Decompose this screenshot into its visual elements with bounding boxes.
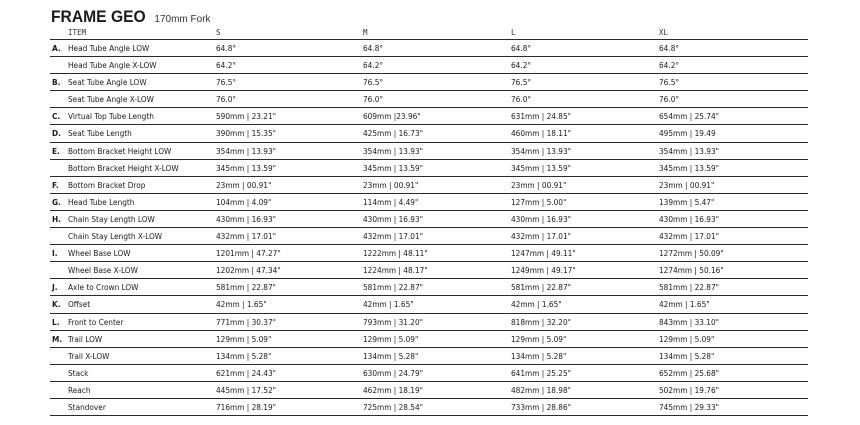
- value-size-m: 345mm | 13.59": [363, 162, 424, 173]
- value-size-xl: 652mm | 25.68": [659, 367, 720, 378]
- value-size-m: 64.8°: [363, 43, 384, 53]
- value-size-xl: 354mm | 13.93": [659, 145, 720, 156]
- table-row: [50, 143, 808, 160]
- row-letter: J.: [52, 282, 58, 293]
- row-item-name: Front to Center: [68, 316, 124, 327]
- table-row: [50, 348, 808, 365]
- row-item-name: Offset: [68, 299, 91, 310]
- value-size-m: 354mm | 13.93": [363, 145, 424, 156]
- value-size-l: 64.2°: [511, 60, 532, 71]
- value-size-s: 590mm | 23.21": [216, 111, 277, 122]
- value-size-xl: 42mm | 1.65": [659, 299, 710, 310]
- table-row: [50, 279, 808, 296]
- value-size-m: 793mm | 31.20": [363, 316, 424, 327]
- row-item-name: Trail X-LOW: [68, 350, 110, 361]
- row-item-name: Seat Tube Length: [68, 128, 132, 139]
- value-size-l: 432mm | 17.01": [511, 231, 572, 242]
- value-size-l: 1249mm | 49.17": [511, 265, 576, 276]
- geometry-table: [50, 26, 808, 416]
- row-letter: K.: [52, 299, 61, 310]
- table-row: [50, 296, 808, 313]
- value-size-m: 430mm | 16.93": [363, 213, 424, 224]
- table-row: [50, 365, 808, 382]
- header-size-xl: XL: [659, 28, 669, 37]
- row-item-name: Bottom Bracket Drop: [68, 179, 146, 190]
- value-size-xl: 1274mm | 50.16": [659, 265, 724, 276]
- value-size-m: 1224mm | 48.17": [363, 265, 428, 276]
- value-size-xl: 1272mm | 50.09": [659, 248, 724, 259]
- row-item-name: Wheel Base LOW: [68, 248, 131, 259]
- row-item-name: Bottom Bracket Height X-LOW: [68, 162, 179, 173]
- row-letter: C.: [52, 111, 61, 122]
- value-size-xl: 129mm | 5.09": [659, 333, 715, 344]
- row-item-name: Reach: [68, 384, 91, 395]
- value-size-s: 1202mm | 47.34": [216, 265, 281, 276]
- row-item-name: Head Tube Length: [68, 196, 135, 207]
- value-size-s: 134mm | 5.28": [216, 350, 272, 361]
- table-row: [50, 108, 808, 125]
- header-size-l: L: [511, 28, 516, 37]
- value-size-l: 818mm | 32.20": [511, 316, 572, 327]
- table-row: [50, 91, 808, 108]
- row-letter: M.: [52, 333, 63, 344]
- value-size-l: 129mm | 5.09": [511, 333, 567, 344]
- value-size-s: 129mm | 5.09": [216, 333, 272, 344]
- value-size-s: 771mm | 30.37": [216, 316, 277, 327]
- table-row: [50, 74, 808, 91]
- row-item-name: Standover: [68, 401, 106, 412]
- value-size-l: 581mm | 22.87": [511, 282, 572, 293]
- row-letter: H.: [52, 213, 61, 224]
- value-size-l: 76.0°: [511, 94, 532, 105]
- value-size-s: 581mm | 22.87": [216, 282, 277, 293]
- value-size-l: 23mm | 00.91": [511, 179, 567, 190]
- value-size-m: 425mm | 16.73": [363, 128, 424, 139]
- value-size-l: 482mm | 18.98": [511, 384, 572, 395]
- row-letter: L.: [52, 316, 60, 327]
- value-size-xl: 345mm | 13.59": [659, 162, 720, 173]
- row-item-name: Stack: [68, 367, 89, 378]
- table-row: [50, 382, 808, 399]
- value-size-xl: 76.5°: [659, 77, 680, 88]
- row-letter: D.: [52, 128, 61, 139]
- value-size-m: 581mm | 22.87": [363, 282, 424, 293]
- value-size-s: 104mm | 4.09": [216, 196, 272, 207]
- value-size-l: 354mm | 13.93": [511, 145, 572, 156]
- value-size-s: 1201mm | 47.27": [216, 248, 281, 259]
- table-row: [50, 211, 808, 228]
- row-item-name: Trail LOW: [68, 333, 103, 344]
- title-main: FRAME GEO: [51, 7, 146, 26]
- value-size-m: 42mm | 1.65": [363, 299, 414, 310]
- value-size-m: 76.0°: [363, 94, 384, 105]
- value-size-l: 733mm | 28.86": [511, 401, 572, 412]
- value-size-m: 725mm | 28.54": [363, 401, 424, 412]
- row-item-name: Wheel Base X-LOW: [68, 265, 138, 276]
- value-size-xl: 64.2°: [659, 60, 680, 71]
- value-size-l: 64.8°: [511, 43, 532, 53]
- value-size-l: 631mm | 24.85": [511, 111, 572, 122]
- value-size-m: 76.5°: [363, 77, 384, 88]
- value-size-l: 460mm | 18.11": [511, 128, 572, 139]
- value-size-xl: 139mm | 5.47": [659, 196, 715, 207]
- value-size-m: 462mm | 18.19": [363, 384, 424, 395]
- table-row: [50, 194, 808, 211]
- row-letter: E.: [52, 145, 60, 156]
- value-size-s: 64.8°: [216, 43, 237, 53]
- value-size-m: 630mm | 24.79": [363, 367, 424, 378]
- table-row: [50, 262, 808, 279]
- value-size-s: 390mm | 15.35": [216, 128, 277, 139]
- table-row: [50, 399, 808, 416]
- row-letter: G.: [52, 196, 61, 207]
- row-item-name: Virtual Top Tube Length: [68, 111, 154, 122]
- row-item-name: Head Tube Angle X-LOW: [68, 60, 157, 71]
- row-item-name: Head Tube Angle LOW: [68, 43, 150, 53]
- header-item: ITEM: [68, 28, 87, 37]
- value-size-xl: 64.8°: [659, 43, 680, 53]
- value-size-xl: 581mm | 22.87": [659, 282, 720, 293]
- value-size-l: 641mm | 25.25": [511, 367, 572, 378]
- value-size-xl: 134mm | 5.28": [659, 350, 715, 361]
- value-size-s: 23mm | 00.91": [216, 179, 272, 190]
- table-row: [50, 228, 808, 245]
- row-item-name: Chain Stay Length X-LOW: [68, 231, 163, 242]
- value-size-s: 432mm | 17.01": [216, 231, 277, 242]
- row-item-name: Bottom Bracket Height LOW: [68, 145, 172, 156]
- table-header-row: [50, 26, 808, 40]
- value-size-s: 716mm | 28.19": [216, 401, 277, 412]
- value-size-s: 354mm | 13.93": [216, 145, 277, 156]
- value-size-xl: 430mm | 16.93": [659, 213, 720, 224]
- row-item-name: Chain Stay Length LOW: [68, 213, 155, 224]
- value-size-m: 432mm | 17.01": [363, 231, 424, 242]
- row-item-name: Axle to Crown LOW: [68, 282, 139, 293]
- value-size-l: 430mm | 16.93": [511, 213, 572, 224]
- table-row: [50, 245, 808, 262]
- title-subtitle: 170mm Fork: [154, 14, 211, 25]
- value-size-s: 64.2°: [216, 60, 237, 71]
- value-size-s: 621mm | 24.43": [216, 367, 277, 378]
- value-size-xl: 745mm | 29.33": [659, 401, 720, 412]
- value-size-s: 76.5°: [216, 77, 237, 88]
- value-size-xl: 495mm | 19.49: [659, 128, 716, 139]
- value-size-s: 76.0°: [216, 94, 237, 105]
- table-row: [50, 40, 808, 57]
- value-size-xl: 843mm | 33.10": [659, 316, 720, 327]
- table-row: [50, 177, 808, 194]
- table-row: [50, 125, 808, 142]
- row-item-name: Seat Tube Angle X-LOW: [68, 94, 154, 105]
- header-size-s: S: [216, 28, 221, 37]
- row-item-name: Seat Tube Angle LOW: [68, 77, 147, 88]
- value-size-m: 1222mm | 48.11": [363, 248, 428, 259]
- value-size-l: 345mm | 13.59": [511, 162, 572, 173]
- value-size-m: 23mm | 00.91": [363, 179, 419, 190]
- value-size-s: 430mm | 16.93": [216, 213, 277, 224]
- table-row: [50, 331, 808, 348]
- value-size-m: 134mm | 5.28": [363, 350, 419, 361]
- value-size-l: 134mm | 5.28": [511, 350, 567, 361]
- row-letter: I.: [52, 248, 58, 259]
- value-size-xl: 76.0°: [659, 94, 680, 105]
- value-size-s: 345mm | 13.59": [216, 162, 277, 173]
- value-size-l: 76.5°: [511, 77, 532, 88]
- value-size-l: 127mm | 5.00": [511, 196, 567, 207]
- table-row: [50, 57, 808, 74]
- table-row: [50, 160, 808, 177]
- header-size-m: M: [363, 28, 368, 37]
- value-size-l: 42mm | 1.65": [511, 299, 562, 310]
- value-size-m: 609mm |23.96": [363, 111, 421, 122]
- value-size-xl: 502mm | 19.76": [659, 384, 720, 395]
- value-size-s: 445mm | 17.52": [216, 384, 277, 395]
- row-letter: F.: [52, 179, 59, 190]
- value-size-m: 64.2°: [363, 60, 384, 71]
- value-size-s: 42mm | 1.65": [216, 299, 267, 310]
- value-size-m: 129mm | 5.09": [363, 333, 419, 344]
- value-size-xl: 432mm | 17.01": [659, 231, 720, 242]
- value-size-xl: 23mm | 00.91": [659, 179, 715, 190]
- value-size-xl: 654mm | 25.74": [659, 111, 720, 122]
- table-row: [50, 314, 808, 331]
- row-letter: A.: [52, 43, 61, 53]
- value-size-l: 1247mm | 49.11": [511, 248, 576, 259]
- row-letter: B.: [52, 77, 61, 88]
- value-size-m: 114mm | 4.49": [363, 196, 419, 207]
